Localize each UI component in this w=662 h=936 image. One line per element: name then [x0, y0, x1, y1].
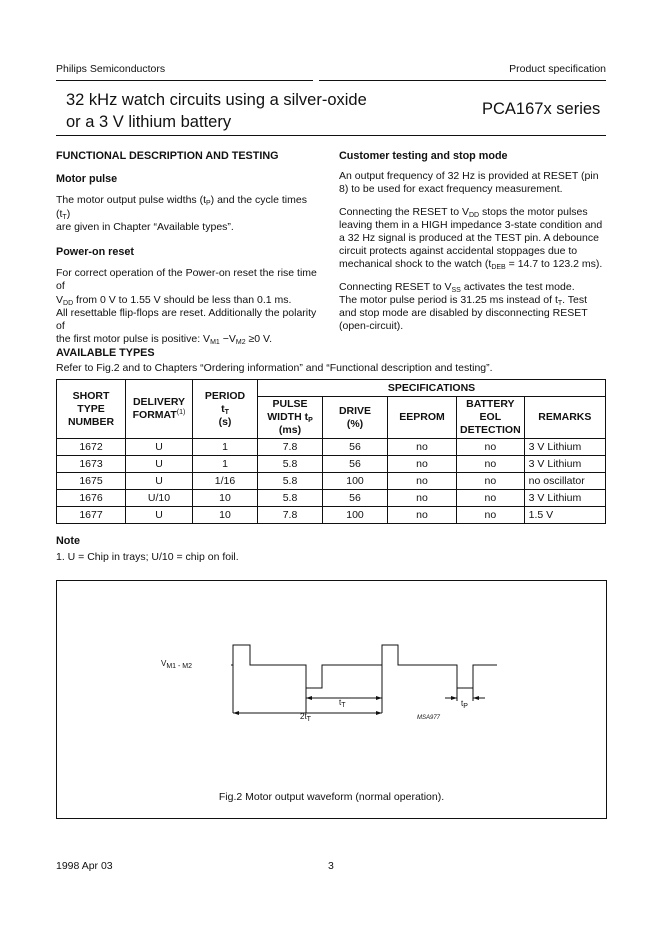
- series-name: PCA167x series: [482, 100, 601, 118]
- power-on-reset-text: For correct operation of the Power-on reset the rise time of $V_{DD}$ from 0 V to 1.55 V should be less than 0.1 ms. All resettable flip-flops are reset. Additionally the polarity of the first motor pulse is positive: $V_{M1} -V_{M2} \ge 0$ V.: [56, 267, 317, 347]
- table-cell: 3 V Lithium: [524, 456, 605, 473]
- vm-label: $V_{M1 - M2}$: [161, 659, 193, 670]
- table-cell: 56: [323, 439, 388, 456]
- col-delivery-format: DELIVERY FORMAT$^{(1)}$: [126, 380, 193, 439]
- table-row: [57, 473, 606, 490]
- title-line-1: 32 kHz watch circuits using a silver-oxide: [66, 91, 367, 109]
- table-cell: 56: [323, 490, 388, 507]
- table-cell: 1672: [57, 439, 126, 456]
- footer-date: 1998 Apr 03: [56, 860, 113, 872]
- section-title: FUNCTIONAL DESCRIPTION AND TESTING: [56, 150, 279, 162]
- available-types-heading: AVAILABLE TYPES: [56, 347, 155, 359]
- waveform-line: [231, 645, 497, 688]
- table-cell: 1.5 V: [524, 507, 605, 524]
- table-cell: 7.8: [258, 439, 323, 456]
- table-cell: 1673: [57, 456, 126, 473]
- table-cell: 1: [193, 456, 258, 473]
- arrowhead: [233, 711, 239, 715]
- document-type: Product specification: [509, 63, 606, 75]
- company-name: Philips Semiconductors: [56, 63, 166, 75]
- note-1: 1. U = Chip in trays; U/10 = chip on foil.: [56, 551, 239, 563]
- table-cell: no oscillator: [524, 473, 605, 490]
- arrowhead: [376, 711, 382, 715]
- table-cell: U: [126, 456, 193, 473]
- left-column: [56, 150, 324, 355]
- right-column: [339, 150, 607, 342]
- available-types-table: [56, 379, 606, 524]
- table-cell: 7.8: [258, 507, 323, 524]
- table-cell: 100: [323, 507, 388, 524]
- table-cell: 1: [193, 439, 258, 456]
- table-cell: 5.8: [258, 473, 323, 490]
- table-row: [57, 507, 606, 524]
- motor-pulse-text: The motor output pulse widths $(t_P)$ and the cycle times $(t_T)$ are given in Chapter “Available types”.: [56, 194, 307, 233]
- motor-pulse-heading: Motor pulse: [56, 173, 118, 186]
- figure-caption: Fig.2 Motor output waveform (normal operation).: [218, 791, 445, 803]
- title-line-2: or a 3 V lithium battery: [66, 113, 232, 131]
- table-cell: 56: [323, 456, 388, 473]
- col-drive: DRIVE (%): [323, 397, 388, 439]
- header-rule-left: [56, 80, 313, 81]
- table-cell: no: [457, 507, 525, 524]
- table-cell: no: [388, 456, 457, 473]
- title-rule: [56, 135, 606, 136]
- header-rule-right: [319, 80, 606, 81]
- page-number: 3: [328, 860, 334, 872]
- customer-testing-p2: Connecting the RESET to $V_{DD}$ stops the motor pulses leaving them in a HIGH impedance 3-state condition and a 32 Hz signal is produced at the TEST pin. A debounce circuit protects against accidental stoppages due to mechanical shock to the watch ($t_{DEB} = 14.7$ to 123.2 ms).: [339, 205, 603, 272]
- tt-label: $t_T$: [339, 698, 346, 709]
- table-cell: 5.8: [258, 456, 323, 473]
- table-cell: 1/16: [193, 473, 258, 490]
- power-on-reset-heading: Power-on reset: [56, 246, 134, 259]
- table-row: [57, 456, 606, 473]
- motor-waveform: [57, 581, 606, 818]
- col-period: PERIOD $t_T$ (s): [193, 380, 258, 439]
- table-cell: no: [457, 473, 525, 490]
- table-cell: U/10: [126, 490, 193, 507]
- table-row: [57, 439, 606, 456]
- table-cell: no: [457, 456, 525, 473]
- table-cell: 1675: [57, 473, 126, 490]
- table-cell: 100: [323, 473, 388, 490]
- table-cell: no: [388, 490, 457, 507]
- arrowhead: [306, 696, 312, 700]
- table-cell: 10: [193, 490, 258, 507]
- arrowhead: [376, 696, 382, 700]
- two-tt-label: $2t_T$: [300, 712, 311, 723]
- table-cell: 10: [193, 507, 258, 524]
- table-cell: no: [457, 490, 525, 507]
- note-heading: Note: [56, 535, 80, 547]
- arrowhead: [451, 696, 457, 700]
- figure-code: MSA977: [417, 715, 441, 721]
- figure-box: [56, 580, 607, 819]
- table-cell: U: [126, 439, 193, 456]
- table-cell: no: [457, 439, 525, 456]
- available-types-intro: Refer to Fig.2 and to Chapters “Ordering information” and “Functional description and testing”.: [56, 362, 493, 374]
- customer-testing-heading: Customer testing and stop mode: [339, 150, 508, 162]
- table-cell: no: [388, 507, 457, 524]
- customer-testing-p3: Connecting RESET to $V_{SS}$ activates the test mode. The motor pulse period is 31.25 ms instead of $t_T$. Test and stop mode are disabled by disconnecting RESET (open-circuit).: [339, 280, 588, 333]
- tp-label: $t_P$: [461, 699, 468, 710]
- col-pulse-width: PULSE WIDTH $t_P$ (ms): [258, 397, 323, 439]
- table-cell: 1676: [57, 490, 126, 507]
- table-cell: no: [388, 439, 457, 456]
- col-eeprom: EEPROM: [388, 397, 457, 439]
- table-cell: 1677: [57, 507, 126, 524]
- col-remarks: REMARKS: [524, 397, 605, 439]
- table-cell: 5.8: [258, 490, 323, 507]
- table-cell: no: [388, 473, 457, 490]
- page-title: [66, 89, 367, 133]
- col-battery-eol: BATTERY EOL DETECTION: [457, 397, 525, 439]
- col-specifications: SPECIFICATIONS: [258, 380, 606, 397]
- customer-testing-p1: An output frequency of 32 Hz is provided at RESET (pin 8) to be used for exact frequency measurement.: [339, 170, 599, 196]
- col-short-type: SHORT TYPE NUMBER: [57, 380, 126, 439]
- arrowhead: [473, 696, 479, 700]
- table-cell: 3 V Lithium: [524, 439, 605, 456]
- table-cell: U: [126, 507, 193, 524]
- types-table-body: [57, 439, 606, 524]
- table-row: [57, 490, 606, 507]
- table-cell: U: [126, 473, 193, 490]
- table-cell: 3 V Lithium: [524, 490, 605, 507]
